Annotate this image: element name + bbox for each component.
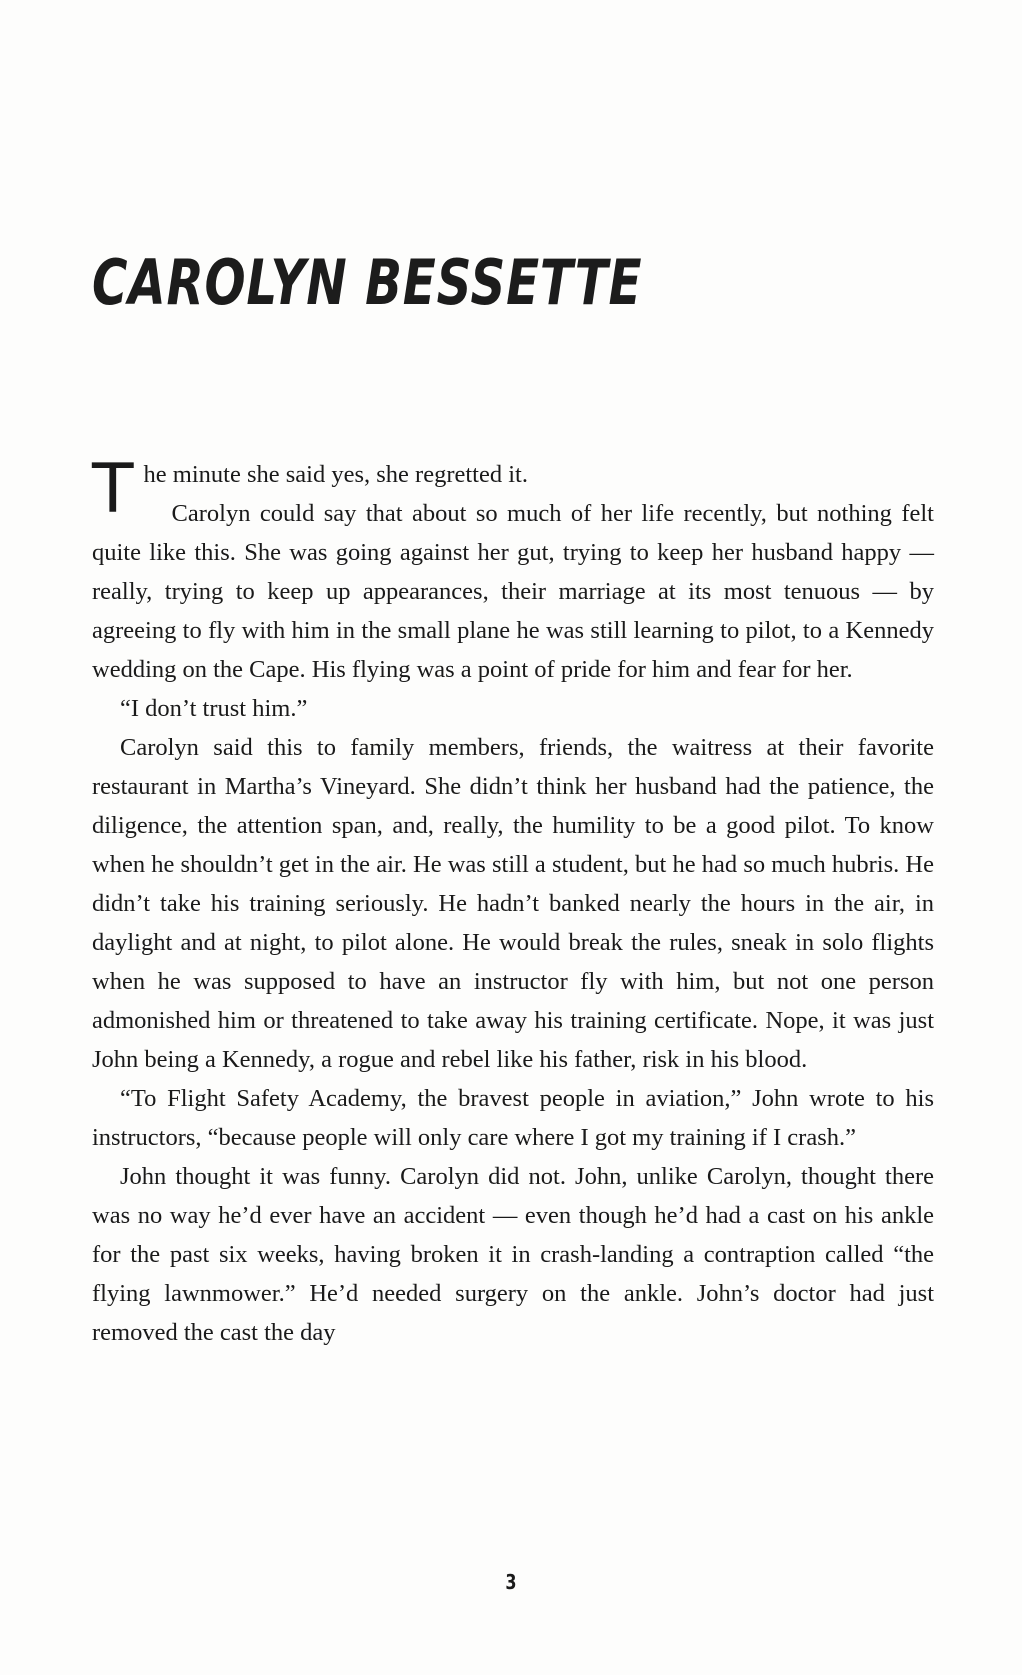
paragraph-6: John thought it was funny. Carolyn did not. John, unlike Carolyn, thought there was no way he’d ever have an accident — even though he’d had a cast on his ankle for the past six weeks, having broken it in crash-landing a contraption called “the flying lawnmower.” He’d needed surgery on the ankle. John’s doctor had just removed the cast the day: [92, 1163, 934, 1346]
drop-cap: T: [92, 450, 134, 529]
paragraph-1-text: he minute she said yes, she regretted it.: [143, 461, 528, 488]
paragraph-4: Carolyn said this to family members, friends, the waitress at their favorite restaurant in Martha’s Vineyard. She didn’t think her husband had the patience, the diligence, the attention span, and, really, the humility to be a good pilot. To know when he shouldn’t get in the air. He was still a student, but he had so much hubris. He didn’t take his training seriously. He hadn’t banked nearly the hours in the air, in daylight and at night, to pilot alone. He would break the rules, sneak in solo flights when he was supposed to have an instructor fly with him, but not one person admonished him or threatened to take away his training certificate. Nope, it was just John being a Kennedy, a rogue and rebel like his father, risk in his blood.: [92, 734, 934, 1073]
chapter-title: CAROLYN BESSETTE: [92, 246, 643, 319]
chapter-body: [92, 450, 934, 1352]
paragraph-5: “To Flight Safety Academy, the bravest people in aviation,” John wrote to his instructors, “because people will only care where I got my training if I crash.”: [92, 1085, 934, 1151]
paragraph-3: “I don’t trust him.”: [120, 695, 308, 722]
page-number: 3: [505, 1570, 517, 1594]
paragraph-2: Carolyn could say that about so much of her life recently, but nothing felt quite like this. She was going against her gut, trying to keep her husband happy — really, trying to keep up appearances, their marriage at its most tenuous — by agreeing to fly with him in the small plane he was still learning to pilot, to a Kennedy wedding on the Cape. His flying was a point of pride for him and fear for her.: [92, 500, 934, 683]
paragraph-1: [92, 450, 934, 529]
